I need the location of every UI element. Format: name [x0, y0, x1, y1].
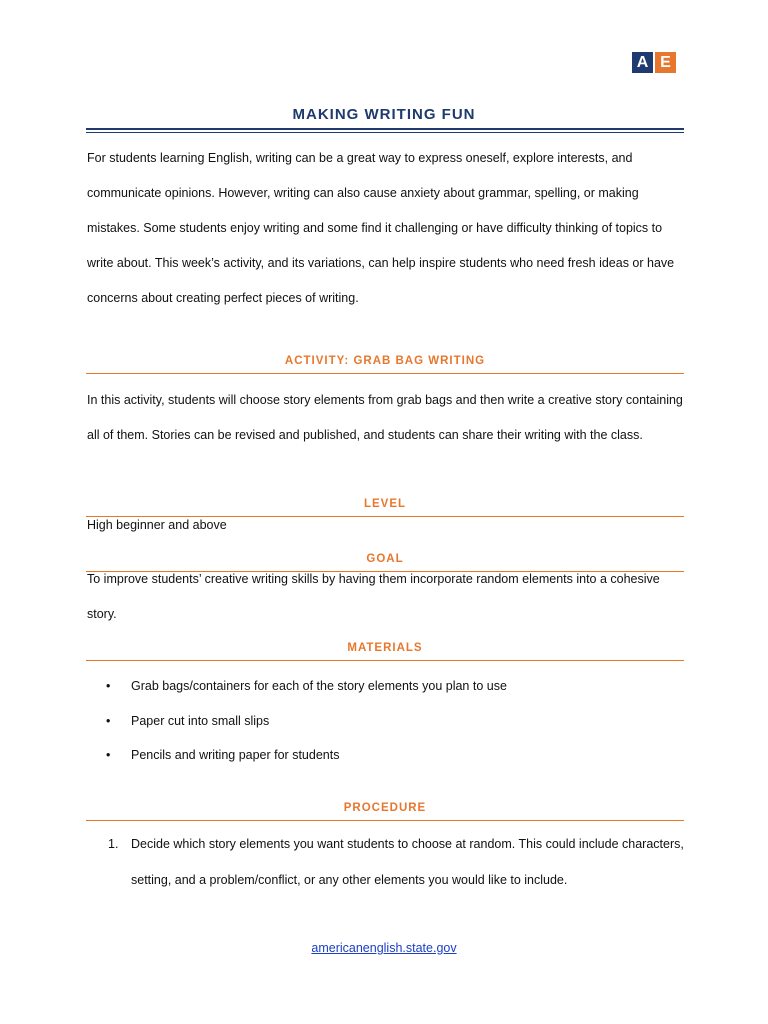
materials-item-text: Paper cut into small slips: [131, 714, 270, 728]
activity-paragraph: In this activity, students will choose story elements from grab bags and then write a creative story containing all of them. Stories can be revised and published, and students can share their writing with the class.: [87, 393, 683, 442]
materials-rule: [86, 660, 684, 661]
materials-item-text: Pencils and writing paper for students: [131, 748, 340, 762]
materials-item-text: Grab bags/containers for each of the story elements you plan to use: [131, 679, 507, 693]
bullet-dot: •: [106, 748, 111, 762]
logo-letter-e: E: [655, 52, 676, 73]
page-title: MAKING WRITING FUN: [292, 106, 476, 123]
american-english-logo: [632, 52, 678, 73]
title-rule-top: [86, 128, 684, 130]
activity-heading: ACTIVITY: GRAB BAG WRITING: [284, 355, 486, 367]
title-rule-bottom: [86, 132, 684, 133]
logo-letter-a: A: [632, 52, 653, 73]
level-text: High beginner and above: [87, 518, 227, 532]
materials-heading: MATERIALS: [347, 642, 423, 654]
goal-text: To improve students’ creative writing skills by having them incorporate random elements into a cohesive story.: [87, 572, 660, 621]
procedure-heading: PROCEDURE: [343, 802, 427, 814]
intro-paragraph: For students learning English, writing can be a great way to express oneself, explore interests, and communicate opinions. However, writing can also cause anxiety about grammar, spelling, or making mistakes. Some students enjoy writing and some find it challenging or have difficulty thinking of topics to write about. This week’s activity, and its variations, can help inspire students who need fresh ideas or have concerns about creating perfect pieces of writing.: [87, 151, 675, 305]
bullet-dot: •: [106, 714, 111, 728]
activity-rule: [86, 373, 684, 374]
bullet-dot: •: [106, 679, 111, 693]
level-heading: LEVEL: [363, 498, 407, 510]
procedure-rule: [86, 820, 684, 821]
procedure-step-number: 1.: [108, 837, 119, 851]
procedure-step-text: Decide which story elements you want students to choose at random. This could include characters, setting, and a problem/conflict, or any other elements you would like to include.: [131, 837, 684, 887]
goal-heading: GOAL: [366, 553, 404, 565]
footer-link[interactable]: americanenglish.state.gov: [311, 941, 457, 955]
